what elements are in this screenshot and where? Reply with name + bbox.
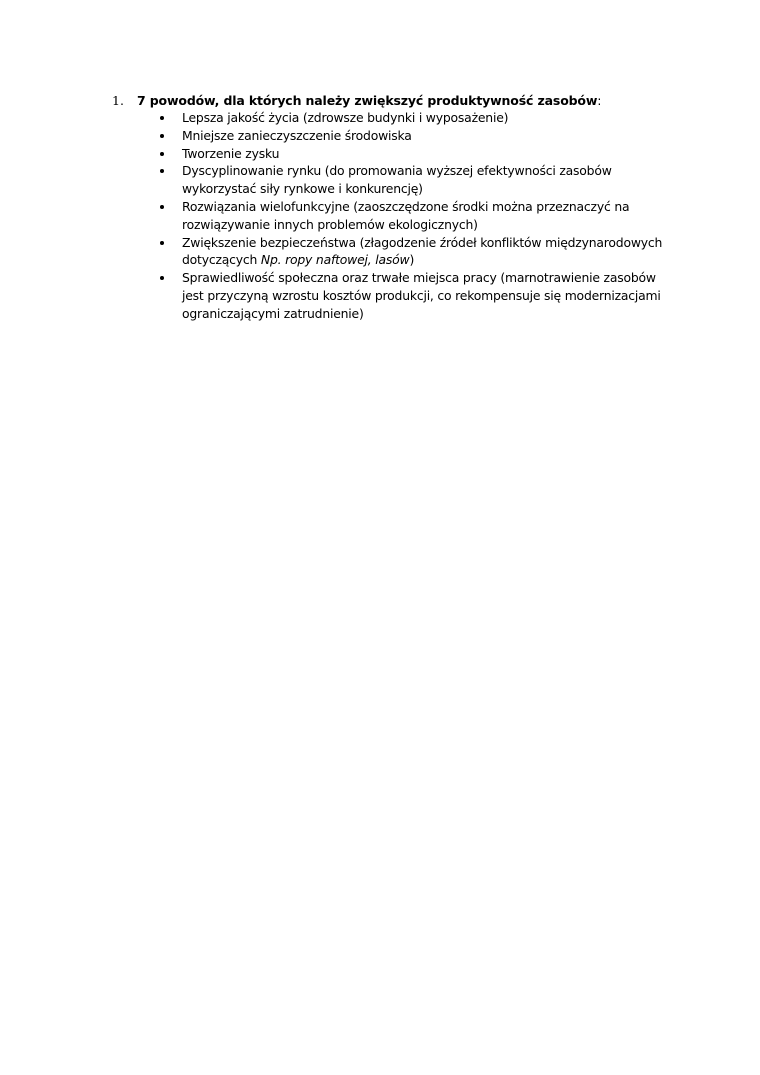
list-item-text-continuation: rozwiązywanie innych problemów ekologicznych) <box>182 216 478 232</box>
list-item-text-italic: Np. ropy naftowej, lasów <box>260 252 410 268</box>
list-item-text-closing: ) <box>409 252 415 268</box>
list-item <box>160 109 680 127</box>
list-heading-text: 7 powodów, dla których należy zwiększyć produktywność zasobów <box>137 93 598 108</box>
bullet-dot-icon <box>160 116 164 120</box>
list-item-text: Rozwiązania wielofunkcyjne (zaoszczędzone środki można przeznaczyć na <box>182 198 630 214</box>
list-item-text-plain: dotyczących <box>182 252 261 268</box>
bullet-dot-icon <box>160 134 164 138</box>
list-item-text: Tworzenie zysku <box>182 145 280 161</box>
bullet-dot-icon <box>160 241 164 245</box>
bullet-dot-icon <box>160 169 164 173</box>
list-item-text: Sprawiedliwość społeczna oraz trwałe miejsca pracy (marnotrawienie zasobów <box>182 270 656 286</box>
bullet-dot-icon <box>160 152 164 156</box>
bullet-dot-icon <box>160 276 164 280</box>
list-item <box>160 269 680 322</box>
list-heading-suffix: : <box>597 93 602 108</box>
list-item-text-continuation: wykorzystać siły rynkowe i konkurencję) <box>182 181 423 197</box>
list-item-text-continuation: ograniczającymi zatrudnienie) <box>182 305 364 321</box>
list-number: 1. <box>112 93 124 108</box>
list-item-text: Zwiększenie bezpieczeństwa (złagodzenie źródeł konfliktów międzynarodowych <box>182 234 663 250</box>
list-heading <box>137 92 601 110</box>
list-item <box>160 145 680 163</box>
list-item <box>160 127 680 145</box>
list-item-text-continuation: jest przyczyną wzrostu kosztów produkcji, co rekompensuje się modernizacjami <box>182 287 661 303</box>
list-item <box>160 234 680 270</box>
bullet-dot-icon <box>160 205 164 209</box>
list-item <box>160 162 680 198</box>
bullet-list <box>160 109 680 323</box>
list-item <box>160 198 680 234</box>
list-item-text: Lepsza jakość życia (zdrowsze budynki i wyposażenie) <box>182 110 509 125</box>
list-item-text: Dyscyplinowanie rynku (do promowania wyższej efektywności zasobów <box>182 163 612 179</box>
list-item-text-continuation <box>182 251 680 269</box>
list-item-text: Mniejsze zanieczyszczenie środowiska <box>182 127 412 143</box>
